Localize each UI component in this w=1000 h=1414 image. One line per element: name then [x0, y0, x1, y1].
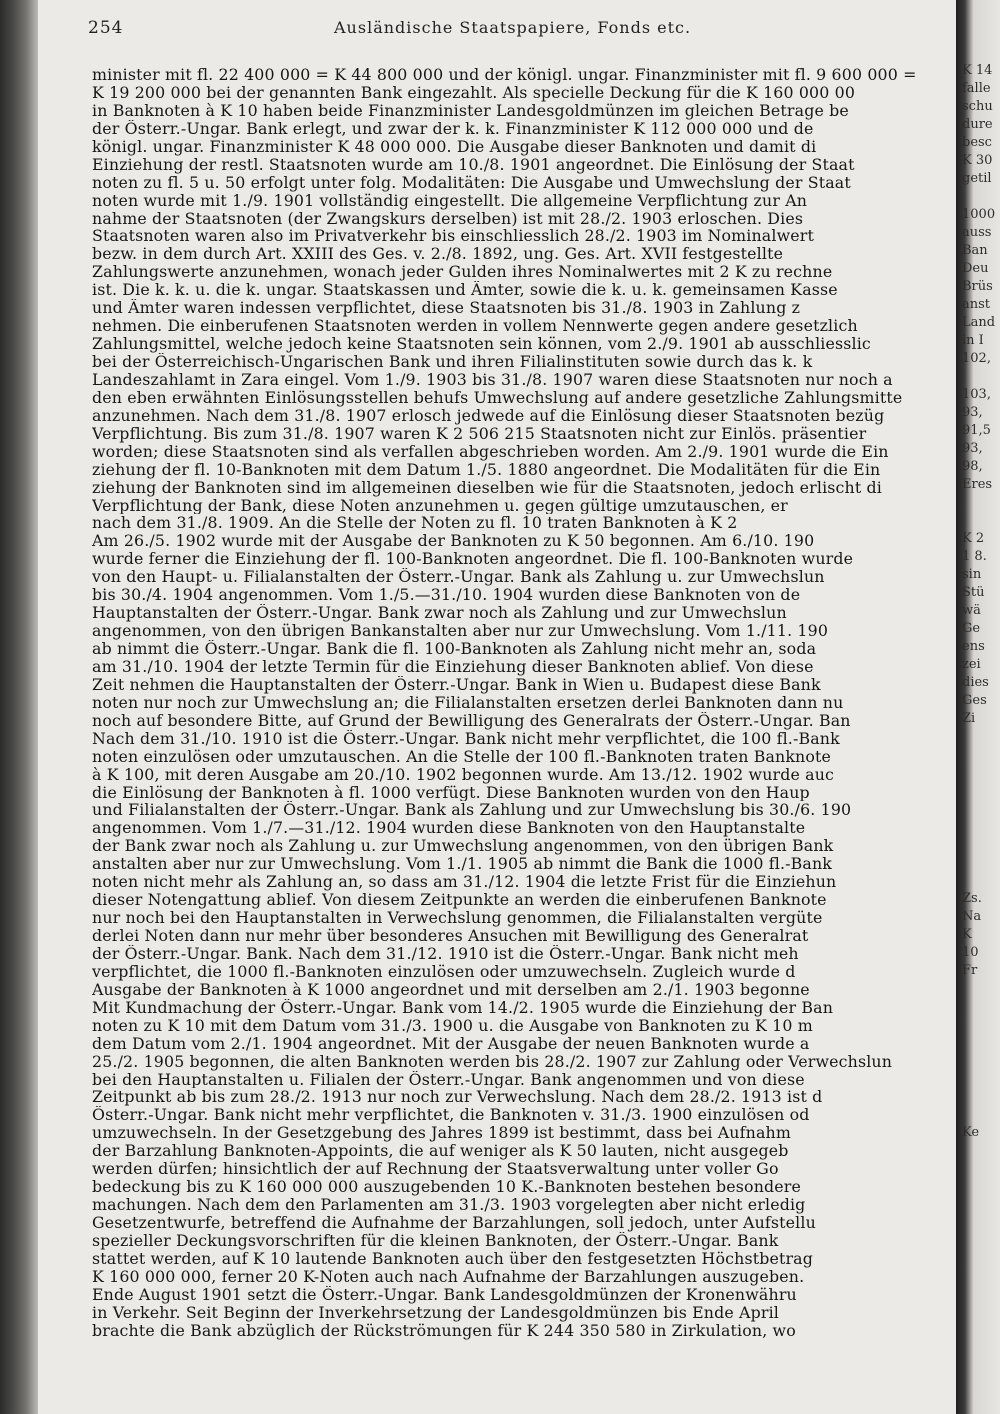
text-line: Einziehung der restl. Staatsnoten wurde am 10./8. 1901 angeordnet. Die Einlösung der Staat: [92, 155, 855, 174]
text-line: wurde ferner die Einziehung der fl. 100-Banknoten angeordnet. Die fl. 100-Banknoten wurde: [92, 550, 854, 569]
adjacent-fragment: [962, 1232, 1000, 1250]
text-line: Hauptanstalten der Österr.-Ungar. Bank zwar noch als Zahlung und zur Umwechslun: [92, 604, 787, 623]
adjacent-fragment: 10: [962, 945, 979, 960]
text-line: Österr.-Ungar. Bank nicht mehr verpflichtet, die Banknoten v. 31./3. 1900 einzulösen od: [92, 1106, 810, 1125]
adjacent-fragment: Zi: [962, 711, 976, 726]
adjacent-fragment: Brüs: [962, 279, 993, 294]
adjacent-fragment: wä: [962, 603, 981, 618]
text-line: K 19 200 000 bei der genannten Bank eingezahlt. Als specielle Deckung für die K 160 000 00: [92, 83, 856, 102]
text-line: Landeszahlamt in Zara eingel. Vom 1./9. 1903 bis 31./8. 1907 waren diese Staatsnoten nur noch a: [92, 370, 893, 389]
text-line: machungen. Nach dem den Parlamenten am 31./3. 1903 vorgelegten aber nicht erledig: [92, 1196, 806, 1214]
text-line: königl. ungar. Finanzminister K 48 000 000. Die Ausgabe dieser Banknoten und damit di: [92, 137, 817, 156]
adjacent-fragment: [962, 494, 1000, 512]
adjacent-fragment: [962, 980, 1000, 998]
adjacent-fragment: [962, 1286, 1000, 1304]
adjacent-fragment: [962, 1250, 1000, 1268]
text-line: bei der Österreichisch-Ungarischen Bank und ihren Filialinstituten sowie durch das k. k: [92, 353, 813, 371]
adjacent-fragment: [962, 1178, 1000, 1196]
adjacent-fragment: [962, 1160, 1000, 1178]
adjacent-fragment: [962, 800, 1000, 818]
adjacent-fragment: anst: [962, 297, 991, 312]
text-line: Am 26./5. 1902 wurde mit der Ausgabe der Banknoten zu K 50 begonnen. Am 6./10. 190: [92, 532, 815, 551]
text-line: worden; diese Staatsnoten sind als verfallen abgeschrieben worden. Am 2./9. 1901 wurde die Ein: [92, 442, 889, 461]
adjacent-fragment: Ge: [962, 621, 981, 636]
adjacent-fragment: [962, 512, 1000, 530]
adjacent-fragment: [962, 1016, 1000, 1034]
text-line: der Österr.-Ungar. Bank erlegt, und zwar der k. k. Finanzminister K 112 000 000 und de: [92, 119, 814, 138]
page-header: [88, 18, 948, 44]
adjacent-fragment: [962, 1052, 1000, 1070]
text-line: nahme der Staatsnoten (der Zwangskurs derselben) ist mit 28./2. 1903 erloschen. Dies: [92, 209, 804, 228]
adjacent-fragment: Ges: [962, 693, 987, 708]
adjacent-fragment: dies: [962, 675, 989, 690]
text-line: nur noch bei den Hauptanstalten in Verwechslung genommen, die Filialanstalten vergüte: [92, 909, 823, 927]
text-line: noten nur noch zur Umwechslung an; die Filialanstalten ersetzen derlei Banknoten dann nu: [92, 693, 844, 712]
text-line: stattet werden, auf K 10 lautende Banknoten auch über den festgesetzten Höchstbetrag: [92, 1249, 814, 1268]
adjacent-fragment: 93,: [962, 405, 983, 420]
text-line: der Bank zwar noch als Zahlung u. zur Umwechslung angenommen, von den übrigen Bank: [92, 837, 834, 856]
adjacent-fragment: 93,: [962, 441, 983, 456]
adjacent-fragment: 98,: [962, 459, 983, 474]
adjacent-fragment: zei: [962, 657, 981, 672]
adjacent-fragment: 102,: [962, 351, 991, 366]
text-line: bei den Hauptanstalten u. Filialen der Österr.-Ungar. Bank angenommen und von diese: [92, 1070, 805, 1089]
adjacent-fragment: [962, 764, 1000, 782]
text-line: in Verkehr. Seit Beginn der Inverkehrsetzung der Landesgoldmünzen bis Ende April: [92, 1303, 779, 1322]
text-line: bedeckung bis zu K 160 000 000 auszugebenden 10 K.-Banknoten bestehen besondere: [92, 1178, 801, 1197]
adjacent-page-edge: [956, 0, 1000, 1414]
adjacent-fragment: K 30: [962, 153, 993, 168]
adjacent-fragment: [962, 746, 1000, 764]
text-line: dieser Notengattung ablief. Von diesem Zeitpunkte an werden die einberufenen Banknote: [92, 891, 827, 910]
text-line: Zeitpunkt ab bis zum 28./2. 1913 nur noch zur Verwechslung. Nach dem 28./2. 1913 ist d: [92, 1088, 823, 1107]
text-line: ziehung der Banknoten sind im allgemeinen dieselben wie für die Staatsnoten, jedoch erlischt di: [92, 478, 882, 497]
adjacent-fragment: [962, 1034, 1000, 1052]
text-line: 25./2. 1905 begonnen, die alten Banknoten werden bis 28./2. 1907 zur Zahlung oder Verwechslun: [92, 1052, 893, 1071]
book-gutter-left: [0, 0, 38, 1414]
text-line: in Banknoten à K 10 haben beide Finanzminister Landesgoldmünzen im gleichen Betrage be: [92, 101, 849, 120]
adjacent-fragment: [962, 1142, 1000, 1160]
adjacent-fragment: Deu: [962, 261, 989, 276]
text-line: spezieller Deckungsvorschriften für die kleinen Banknoten, der Österr.-Ungar. Bank: [92, 1231, 779, 1250]
text-line: derlei Noten dann nur mehr über besonderes Ansuchen mit Bewilligung des Generalrat: [92, 927, 809, 945]
text-line: werden dürfen; hinsichtlich der auf Rechnung der Staatsverwaltung unter voller Go: [92, 1160, 779, 1179]
text-line: noten einzulösen oder umzutauschen. An die Stelle der 100 fl.-Banknoten traten Banknote: [92, 747, 832, 766]
text-line: noten wurde mit 1./9. 1901 vollständig eingestellt. Die allgemeine Verpflichtung zur An: [92, 191, 808, 210]
adjacent-fragment: Ke: [962, 1125, 980, 1140]
adjacent-fragment: in I: [962, 333, 984, 348]
adjacent-fragment: sin: [962, 567, 982, 582]
adjacent-fragment: [962, 818, 1000, 836]
text-line: noten zu K 10 mit dem Datum vom 31./3. 1900 u. die Ausgabe von Banknoten zu K 10 m: [92, 1016, 813, 1035]
adjacent-fragment: getil: [962, 171, 992, 186]
adjacent-fragment: 103,: [962, 387, 991, 402]
text-line: Ausgabe der Banknoten à K 1000 angeordnet und mit derselben am 2./1. 1903 begonne: [92, 980, 810, 999]
adjacent-fragment: [962, 872, 1000, 890]
adjacent-fragment: [962, 1070, 1000, 1088]
text-line: bis 30./4. 1904 angenommen. Vom 1./5.—31./10. 1904 wurden diese Banknoten von de: [92, 586, 801, 605]
text-line: angenommen. Vom 1./7.—31./12. 1904 wurden diese Banknoten von den Hauptanstalte: [92, 819, 806, 838]
adjacent-fragment: [962, 728, 1000, 746]
adjacent-fragment: 1 8.: [962, 549, 987, 564]
text-line: noch auf besondere Bitte, auf Grund der Bewilligung des Generalrats der Österr.-Ungar. Ban: [92, 711, 851, 730]
adjacent-fragment: auss: [962, 225, 992, 240]
adjacent-fragment: besc: [962, 135, 992, 150]
text-line: Mit Kundmachung der Österr.-Ungar. Bank vom 14./2. 1905 wurde die Einziehung der Ban: [92, 998, 834, 1017]
adjacent-fragment: [962, 836, 1000, 854]
adjacent-fragment: [962, 368, 1000, 386]
adjacent-fragment: Ban: [962, 243, 988, 258]
text-line: nehmen. Die einberufenen Staatsnoten werden in vollem Nennwerte gegen andere gesetzlich: [92, 317, 858, 336]
text-line: Verpflichtung der Bank, diese Noten anzunehmen u. gegen gültige umzutauschen, er: [92, 496, 788, 515]
text-line: dem Datum vom 2./1. 1904 angeordnet. Mit der Ausgabe der neuen Banknoten wurde a: [92, 1034, 810, 1053]
adjacent-fragment: 1000: [962, 207, 996, 222]
text-line: anstalten aber nur zur Umwechslung. Vom 1./1. 1905 ab nimmt die Bank die 1000 fl.-Bank: [92, 855, 832, 874]
adjacent-fragment: [962, 854, 1000, 872]
adjacent-fragment: Na: [962, 909, 982, 924]
text-line: Ende August 1901 setzt die Österr.-Ungar. Bank Landesgoldmünzen der Kronenwähru: [92, 1285, 797, 1304]
text-line: umzuwechseln. In der Gesetzgebung des Jahres 1899 ist bestimmt, dass bei Aufnahm: [92, 1124, 791, 1143]
text-line: der Österr.-Ungar. Bank. Nach dem 31./12. 1910 ist die Österr.-Ungar. Bank nicht meh: [92, 944, 799, 963]
text-line: nach dem 31./8. 1909. An die Stelle der Noten zu fl. 10 traten Banknoten à K 2: [92, 514, 738, 533]
adjacent-fragment: [962, 1214, 1000, 1232]
adjacent-fragment: K: [962, 927, 972, 942]
adjacent-fragment: [962, 782, 1000, 800]
text-line: von den Haupt- u. Filialanstalten der Österr.-Ungar. Bank als Zahlung u. zur Umwechslun: [92, 568, 825, 587]
adjacent-fragment: Land: [962, 315, 996, 330]
text-line: und Ämter waren indessen verpflichtet, diese Staatsnoten bis 31./8. 1903 in Zahlung z: [92, 299, 801, 318]
text-line: Gesetzentwurfe, betreffend die Aufnahme der Barzahlungen, soll jedoch, unter Aufstellu: [92, 1214, 816, 1232]
running-title: Ausländische Staatspapiere, Fonds etc.: [334, 18, 692, 37]
text-line: à K 100, mit deren Ausgabe am 20./10. 1902 begonnen wurde. Am 13./12. 1902 wurde auc: [92, 765, 835, 784]
text-line: ist. Die k. k. u. die k. ungar. Staatskassen und Ämter, sowie die k. u. k. gemeinsamen Kasse: [92, 281, 838, 300]
text-line: minister mit fl. 22 400 000 = K 44 800 000 und der königl. ungar. Finanzminister mit fl. 9 600 000 =: [92, 66, 917, 84]
text-line: angenommen, von den übrigen Bankanstalten aber nur zur Umwechslung. Vom 1./11. 190: [92, 622, 829, 640]
adjacent-fragment: schu: [962, 99, 993, 114]
adjacent-fragment: [962, 1268, 1000, 1286]
adjacent-page-text: [962, 62, 1000, 1340]
text-line: Zahlungsmittel, welche jedoch keine Staatsnoten sein können, vom 2./9. 1901 ab ausschliesslic: [92, 335, 871, 353]
adjacent-fragment: Zs.: [962, 891, 982, 906]
adjacent-fragment: Eres: [962, 477, 993, 492]
text-line: Zeit nehmen die Hauptanstalten der Österr.-Ungar. Bank in Wien u. Budapest diese Bank: [92, 675, 821, 694]
text-line: Zahlungswerte anzunehmen, wonach jeder Gulden ihres Nominalwertes mit 2 K zu rechne: [92, 263, 833, 282]
adjacent-fragment: 91,5: [962, 423, 991, 438]
adjacent-fragment: K 2: [962, 531, 985, 546]
text-line: der Barzahlung Banknoten-Appoints, die auf weniger als K 50 lauten, nicht ausgegeb: [92, 1142, 789, 1161]
text-line: brachte die Bank abzüglich der Rückströmungen für K 244 350 580 in Zirkulation, wo: [92, 1321, 796, 1340]
adjacent-fragment: ens: [962, 639, 985, 654]
adjacent-fragment: Fr: [962, 963, 978, 978]
text-line: bezw. in dem durch Art. XXIII des Ges. v. 2./8. 1892, ung. Ges. Art. XVII festgestellte: [92, 245, 784, 264]
text-line: und Filialanstalten der Österr.-Ungar. Bank als Zahlung und zur Umwechslung bis 30./6. 190: [92, 801, 852, 820]
adjacent-fragment: [962, 998, 1000, 1016]
adjacent-fragment: [962, 1196, 1000, 1214]
text-line: noten nicht mehr als Zahlung an, so dass am 31./12. 1904 die letzte Frist für die Einziehun: [92, 873, 837, 892]
text-line: ziehung der fl. 10-Banknoten mit dem Datum 1./5. 1880 angeordnet. Die Modalitäten für die Ein: [92, 460, 881, 479]
adjacent-fragment: [962, 188, 1000, 206]
text-line: verpflichtet, die 1000 fl.-Banknoten einzulösen oder umzuwechseln. Zugleich wurde d: [92, 962, 796, 981]
text-line: die Einlösung der Banknoten à fl. 1000 verfügt. Diese Banknoten wurden von den Haup: [92, 783, 810, 802]
adjacent-fragment: falle: [962, 81, 991, 96]
page-number: 254: [88, 18, 124, 38]
text-line: am 31./10. 1904 der letzte Termin für die Einziehung dieser Banknoten ablief. Von diese: [92, 657, 814, 676]
text-line: den eben erwähnten Einlösungsstellen behufs Umwechslung auf andere gesetzliche Zahlungsmitte: [92, 388, 903, 407]
adjacent-fragment: [962, 1304, 1000, 1322]
text-line: Nach dem 31./10. 1910 ist die Österr.-Ungar. Bank nicht mehr verpflichtet, die 100 fl.-Bank: [92, 729, 840, 748]
adjacent-fragment: Stü: [962, 585, 985, 600]
text-line: anzunehmen. Nach dem 31./8. 1907 erlosch jedwede auf die Einlösung dieser Staatsnoten bezüg: [92, 406, 885, 425]
text-line: Verpflichtung. Bis zum 31./8. 1907 waren K 2 506 215 Staatsnoten nicht zur Einlös. präsentier: [92, 424, 867, 443]
adjacent-fragment: dure: [962, 117, 993, 132]
text-line: K 160 000 000, ferner 20 K-Noten auch nach Aufnahme der Barzahlungen auszugeben.: [92, 1267, 805, 1286]
text-line: ab nimmt die Österr.-Ungar. Bank die fl. 100-Banknoten als Zahlung nicht mehr an, soda: [92, 640, 817, 658]
adjacent-fragment: [962, 1088, 1000, 1106]
text-line: Staatsnoten waren also im Privatverkehr bis einschliesslich 28./2. 1903 im Nominalwert: [92, 227, 814, 246]
adjacent-fragment: [962, 1322, 1000, 1340]
adjacent-fragment: [962, 1106, 1000, 1124]
body-text: [92, 66, 998, 1396]
text-line: noten zu fl. 5 u. 50 erfolgt unter folg. Modalitäten: Die Ausgabe und Umwechslung der Staat: [92, 173, 851, 192]
adjacent-fragment: K 14: [962, 63, 993, 78]
